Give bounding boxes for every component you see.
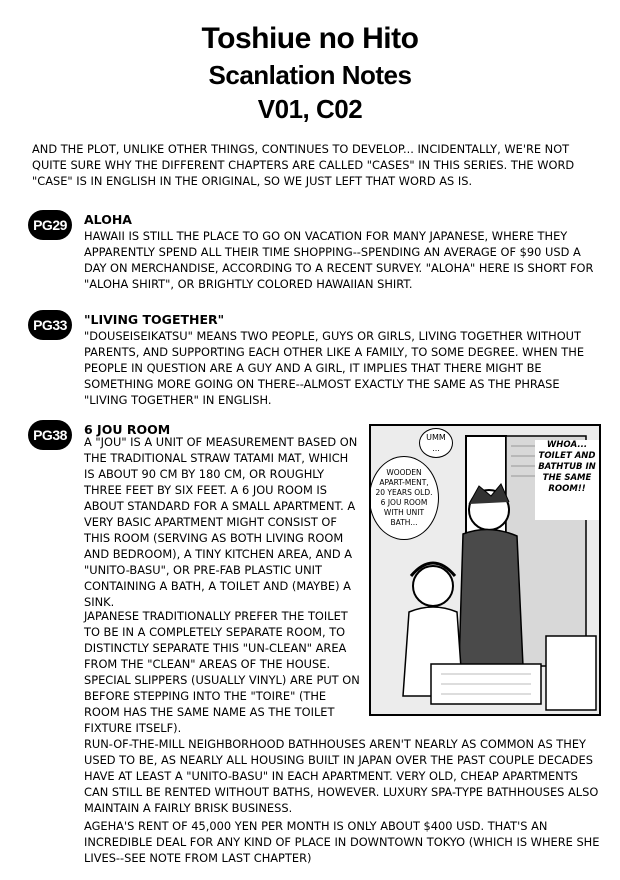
- section-heading: 6 JOU ROOM: [84, 422, 171, 437]
- section-pg29: [28, 210, 598, 290]
- intro-paragraph: AND THE PLOT, UNLIKE OTHER THINGS, CONTINUES TO DEVELOP... INCIDENTALLY, WE'RE NOT QUITE SURE WHY THE DIFFERENT CHAPTERS ARE CALLED "CASES" IN THIS SERIES. THE WORD "CASE" IS IN ENGLISH IN THE ORIGINAL, SO WE JUST LEFT THAT WORD AS IS.: [32, 142, 575, 188]
- page-title-3: V01, C02: [257, 94, 363, 124]
- section-paragraph-3: RUN-OF-THE-MILL NEIGHBORHOOD BATHHOUSES AREN'T NEARLY AS COMMON AS THEY USED TO BE, AS NEARLY ALL HOUSING BUILT IN JAPAN OVER THE PAST COUPLE DECADES HAVE AT LEAST A "UNITO-BASU" IN EACH APARTMENT. VERY OLD, CHEAP APARTMENTS CAN STILL BE RENTED WITHOUT BATHS, HOWEVER. LUXURY SPA-TYPE BATHHOUSES ALSO MAINTAIN A FAIRLY BRISK BUSINESS.: [84, 737, 599, 815]
- page-title-1: Toshiue no Hito: [201, 22, 419, 55]
- section-heading: ALOHA: [84, 212, 132, 227]
- section-paragraph-1: A "JOU" IS A UNIT OF MEASUREMENT BASED ON THE TRADITIONAL STRAW TATAMI MAT, WHICH IS ABOUT 90 CM BY 180 CM, OR ROUGHLY THREE FEET BY SIX FEET. A 6 JOU ROOM IS ABOUT STANDARD FOR A SMALL APARTMENT. A VERY BASIC APARTMENT MIGHT CONSIST OF THIS ROOM (SERVING AS BOTH LIVING ROOM AND BEDROOM), A TINY KITCHEN AREA, AND A "UNITO-BASU", OR PRE-FAB PLASTIC UNIT CONTAINING A BATH, A TOILET AND (MAYBE) A SINK.: [84, 435, 358, 609]
- section-body: HAWAII IS STILL THE PLACE TO GO ON VACATION FOR MANY JAPANESE, WHERE THEY APPARENTLY SPEND ALL THEIR TIME SHOPPING--SPENDING AN AVERAGE OF $90 USD A DAY ON MERCHANDISE, ACCORDING TO A RECENT SURVEY. "ALOHA" HERE IS SHORT FOR "ALOHA SHIRT", OR BRIGHTLY COLORED HAWAIIAN SHIRT.: [84, 229, 594, 291]
- section-heading: "LIVING TOGETHER": [84, 312, 225, 327]
- manga-panel-illustration: [369, 424, 601, 716]
- section-pg33: [28, 310, 598, 405]
- page-badge: PG33: [28, 310, 72, 340]
- page-badge: PG38: [28, 420, 72, 450]
- section-paragraph-4: AGEHA'S RENT OF 45,000 YEN PER MONTH IS ONLY ABOUT $400 USD. THAT'S AN INCREDIBLE DEAL FOR ANY KIND OF PLACE IN DOWNTOWN TOKYO (WHICH IS WHERE SHE LIVES--SEE NOTE FROM LAST CHAPTER): [84, 819, 600, 865]
- speech-bubble-whoa: WHOA... TOILET AND BATHTUB IN THE SAME ROOM!!: [535, 440, 599, 520]
- section-paragraph-2: JAPANESE TRADITIONALLY PREFER THE TOILET TO BE IN A COMPLETELY SEPARATE ROOM, TO DISTINCTLY SEPARATE THIS "UN-CLEAN" AREA FROM THE "CLEAN" AREAS OF THE HOUSE. SPECIAL SLIPPERS (USUALLY VINYL) ARE PUT ON BEFORE STEPPING INTO THE "TOIRE" (THE ROOM HAS THE SAME NAME AS THE TOILET FIXTURE ITSELF).: [84, 609, 360, 735]
- page-title-2: Scanlation Notes: [208, 60, 412, 90]
- section-body: "DOUSEISEIKATSU" MEANS TWO PEOPLE, GUYS OR GIRLS, LIVING TOGETHER WITHOUT PARENTS, AND SUPPORTING EACH OTHER LIKE A FAMILY, TO SOME DEGREE. WHEN THE PEOPLE IN QUESTION ARE A GUY AND A GIRL, IT IMPLIES THAT THERE MIGHT BE SOMETHING MORE GOING ON THERE--ALMOST EXACTLY THE SAME AS THE PHRASE "LIVING TOGETHER" IN ENGLISH.: [84, 329, 585, 407]
- speech-bubble-wooden-apartment: WOODEN APART-MENT, 20 YEARS OLD. 6 JOU ROOM WITH UNIT BATH...: [369, 456, 439, 540]
- page-badge: PG29: [28, 210, 72, 240]
- speech-bubble-umm: UMM ...: [419, 428, 453, 458]
